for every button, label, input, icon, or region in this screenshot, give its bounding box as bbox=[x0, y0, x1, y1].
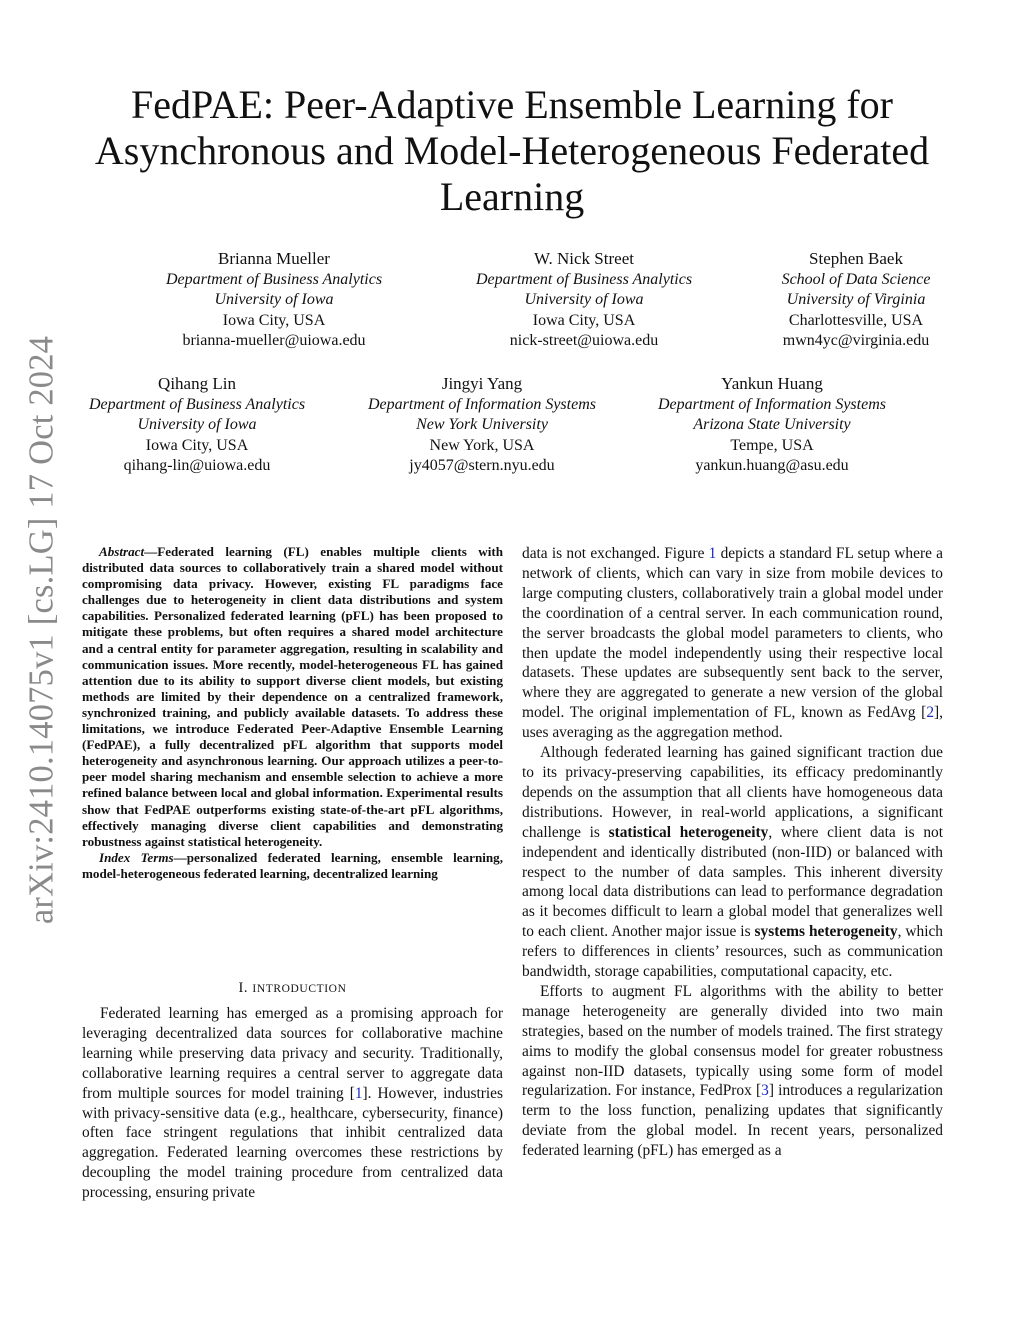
author-dept: Department of Information Systems bbox=[368, 395, 596, 413]
author-location: Iowa City, USA bbox=[145, 436, 249, 454]
author-email: nick-street@uiowa.edu bbox=[509, 332, 659, 349]
text-run: Efforts to augment FL algorithms with the ability to better manage heterogeneity are generally divided into two main strategies, based on the number of models trained. The first strategy aims to modify the global consensus model for greater robustness against non-IID datasets, typically using some form of model regularization. For instance, FedProx [ bbox=[522, 982, 943, 1100]
author-name: Stephen Baek bbox=[809, 249, 903, 268]
author-email: mwn4yc@virginia.edu bbox=[782, 332, 930, 349]
text-run: data is not exchanged. Figure bbox=[522, 545, 709, 562]
abstract bbox=[82, 544, 503, 850]
author-univ: New York University bbox=[416, 416, 548, 433]
index-terms-label: Index Terms bbox=[99, 849, 174, 865]
text-run: , where client data is not independent and identically distributed (non-IID) or balanced with respect to the number of data samples. This inherent diversity among local data distributions can lead to performance degradation as it becomes difficult to learn a global model that generalizes well to each client. Another major issue is bbox=[522, 823, 943, 941]
author-dept: School of Data Science bbox=[781, 270, 931, 288]
text-run: ], uses averaging as the aggregation method. bbox=[522, 704, 943, 742]
author-block bbox=[332, 374, 632, 477]
arxiv-identifier-text: arXiv:2410.14075v1 [cs.LG] 17 Oct 2024 bbox=[22, 335, 61, 925]
intro-paragraph-1-cont bbox=[522, 544, 943, 743]
author-block bbox=[124, 249, 424, 352]
figure-link[interactable]: 1 bbox=[708, 545, 717, 562]
author-name: Brianna Mueller bbox=[218, 249, 330, 268]
index-terms bbox=[82, 850, 503, 882]
citation-link[interactable]: 3 bbox=[761, 1082, 769, 1100]
author-location: Tempe, USA bbox=[730, 436, 814, 454]
author-name: Qihang Lin bbox=[158, 374, 236, 393]
text-run: ] introduces a regularization term to the loss function, penalizing updates that significantly deviate from the global model. In recent years, personalized federated learning (pFL) has emerged as a bbox=[522, 1082, 944, 1160]
left-column-body bbox=[82, 1004, 503, 1203]
author-name: Yankun Huang bbox=[721, 374, 823, 393]
intro-paragraph-1 bbox=[82, 1004, 503, 1203]
section-title: INTRODUCTION bbox=[252, 983, 347, 995]
abstract-dash: — bbox=[144, 544, 158, 559]
author-dept: Department of Business Analytics bbox=[475, 270, 693, 288]
abstract-text: Federated learning (FL) enables multiple clients with distributed data sources to collaboratively train a shared model without compromising data privacy. However, existing FL paradigms face challenges due to heterogeneity in client data distributions and system capabilities. Personalized federated learning (pFL) has been proposed to mitigate these problems, but often requires a shared model architecture and a central entity for parameter aggregation, resulting in scalability and communication issues. More recently, model-heterogeneous FL has gained attention due to its ability to support diverse client models, but existing methods are limited by their dependence on a centralized framework, synchronized training, and publicly available datasets. To address these limitations, we introduce Federated Peer-Adaptive Ensemble Learning (FedPAE), a fully decentralized pFL algorithm that supports model heterogeneity and asynchronous learning. Our approach utilizes a peer-to-peer model sharing mechanism and ensemble selection to achieve a more refined balance between local and global information. Experimental results show that FedPAE outperforms existing state-of-the-art pFL algorithms, effectively managing diverse client capabilities and demonstrating robustness against statistical heterogeneity. bbox=[82, 544, 503, 849]
text-run: Although federated learning has gained significant traction due to its privacy-preserving capabilities, its efficacy predominantly depends on the assumption that all clients have homogeneous data distributions. However, in real-world applications, a significant challenge is bbox=[522, 744, 943, 841]
right-column-body bbox=[522, 544, 943, 1161]
author-block bbox=[622, 374, 922, 477]
author-dept: Department of Information Systems bbox=[658, 395, 886, 413]
author-name: W. Nick Street bbox=[534, 249, 634, 268]
author-block bbox=[706, 249, 1006, 352]
author-email: qihang-lin@uiowa.edu bbox=[123, 457, 271, 474]
author-location: New York, USA bbox=[429, 436, 535, 454]
index-terms-text: personalized federated learning, ensemble learning, model-heterogeneous federated learning, decentralized learning bbox=[82, 849, 503, 881]
text-run: , which refers to differences in clients’ resources, such as communication bandwidth, storage capabilities, computational capacity, etc. bbox=[522, 923, 943, 981]
paper-title: FedPAE: Peer-Adaptive Ensemble Learning for Asynchronous and Model-Heterogeneous Federated Learning bbox=[94, 82, 930, 219]
author-univ: Arizona State University bbox=[693, 416, 851, 433]
author-univ: University of Iowa bbox=[137, 416, 257, 433]
bold-term: statistical heterogeneity bbox=[608, 823, 769, 841]
intro-paragraph-2 bbox=[522, 743, 943, 982]
index-terms-dash: — bbox=[173, 849, 187, 865]
author-block bbox=[47, 374, 347, 477]
abstract-label: Abstract bbox=[99, 544, 145, 559]
author-email: brianna-mueller@uiowa.edu bbox=[182, 332, 366, 349]
author-univ: University of Iowa bbox=[214, 291, 334, 308]
author-dept: Department of Business Analytics bbox=[165, 270, 383, 288]
author-dept: Department of Business Analytics bbox=[88, 395, 306, 413]
bold-term: systems heterogeneity bbox=[754, 923, 898, 941]
citation-link[interactable]: 1 bbox=[354, 1084, 363, 1102]
author-email: yankun.huang@asu.edu bbox=[695, 457, 849, 474]
author-univ: University of Virginia bbox=[786, 291, 926, 308]
author-name: Jingyi Yang bbox=[441, 374, 523, 393]
text-run: depicts a standard FL setup where a network of clients, which can vary in size from mobile devices to large computing clusters, collaboratively train a global model under the coordination of a central server. In each communication round, the server broadcasts the global model parameters to clients, who then update the model independently using their respective local datasets. These updates are subsequently sent back to the server, where they are aggregated to generate a new version of the global model. The original implementation of FL, known as FedAvg [ bbox=[522, 545, 943, 722]
author-univ: University of Iowa bbox=[524, 291, 644, 308]
section-number: I. bbox=[238, 980, 249, 996]
author-location: Iowa City, USA bbox=[532, 311, 636, 329]
author-block bbox=[434, 249, 734, 352]
section-heading bbox=[82, 980, 503, 997]
author-location: Iowa City, USA bbox=[222, 311, 326, 329]
author-location: Charlottesville, USA bbox=[788, 311, 924, 329]
citation-link[interactable]: 2 bbox=[926, 704, 935, 722]
intro-paragraph-3 bbox=[522, 982, 943, 1161]
abstract-block bbox=[82, 544, 503, 882]
text-run: Federated learning has emerged as a promising approach for leveraging decentralized data sources for collaborative machine learning while preserving data privacy and security. Traditionally, collaborative learning requires a central server to aggregate data from multiple sources for model training [ bbox=[82, 1005, 503, 1102]
text-run: ]. However, industries with privacy-sensitive data (e.g., healthcare, cybersecurity, finance) often face stringent regulations that inhibit centralized data aggregation. Federated learning overcomes these restrictions by decoupling the model training procedure from centralized data processing, ensuring private bbox=[82, 1084, 504, 1202]
author-email: jy4057@stern.nyu.edu bbox=[409, 457, 555, 474]
